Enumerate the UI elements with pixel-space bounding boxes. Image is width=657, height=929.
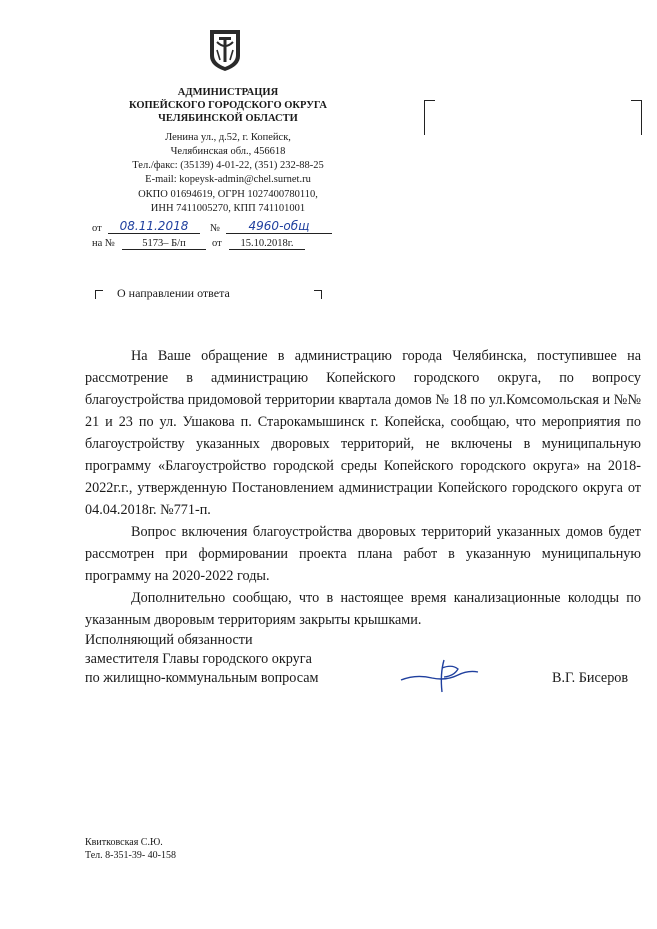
from-label: от [92,223,102,234]
addressee-bracket-left [424,100,435,135]
signatory-title-line3: по жилищно-коммунальным вопросам [85,670,319,686]
author-name: Квитковская С.Ю. [85,837,163,848]
subject-bracket-left [95,290,103,299]
email: E-mail: kopeysk-admin@chel.surnet.ru [145,174,311,185]
coat-of-arms-icon [208,28,242,72]
handwritten-number: 4960-общ [226,219,332,234]
inn-kpp: ИНН 7411005270, КПП 741101001 [150,203,306,214]
org-name-line2: КОПЕЙСКОГО ГОРОДСКОГО ОКРУГА [128,100,328,111]
author-phone: Тел. 8-351-39- 40-158 [85,850,176,861]
org-name-line3: ЧЕЛЯБИНСКОЙ ОБЛАСТИ [158,113,298,124]
body-paragraph-2: Вопрос включения благоустройства дворовых территорий указанных домов будет рассмотрен при формировании проекта плана работ в указанную муниципальную программу на 2020-2022 годы. [85,524,641,584]
body-paragraph-1: На Ваше обращение в администрацию города Челябинска, поступившее на рассмотрение в администрацию Копейского городского округа, по вопросу благоустройства придомовой территории квартала домов № 18 по ул.Комсомольская и №№ 21 и 23 по ул. Ушакова п. Старокамышинск г. Копейска, сообщаю, что мероприятия по благоустройству указанных дворовых территорий, не включены в муниципальную программу «Благоустройство городской среды Копейского городского округа» на 2018-2022г.г., утвержденную Постановлением администрации Копейского городского округа от 04.04.2018г. №771-п. [85,348,641,518]
body-paragraph-3: Дополнительно сообщаю, что в настоящее время канализационные колодцы по указанным дворовым территориям закрыты крышками. [85,590,641,628]
signatory-name: В.Г. Бисеров [552,670,629,686]
signatory-title-line1: Исполняющий обязанности [85,632,253,648]
reply-from-label: от [212,238,222,249]
reply-number: 5173– Б/п [122,238,206,250]
reply-date: 15.10.2018г. [229,238,305,250]
number-label: № [210,223,221,234]
okpo-ogrn: ОКПО 01694619, ОГРН 1027400780110, [138,189,318,200]
handwritten-date: 08.11.2018 [108,219,200,234]
subject-line: О направлении ответа [117,286,230,300]
reply-reference-line [92,238,352,254]
letter-body [85,345,641,631]
org-name-line1: АДМИНИСТРАЦИЯ [177,87,279,98]
registration-line [92,219,352,239]
signatory-title-line2: заместителя Главы городского округа [85,651,312,667]
address-line2: Челябинская обл., 456618 [170,146,286,157]
reply-number-label: на № [92,238,115,249]
addressee-bracket-right [631,100,642,135]
address-line1: Ленина ул., д.52, г. Копейск, [165,132,291,143]
handwritten-signature [398,656,484,696]
subject-bracket-right [314,290,322,299]
phone-fax: Тел./факс: (35139) 4-01-22, (351) 232-88-25 [132,160,324,171]
